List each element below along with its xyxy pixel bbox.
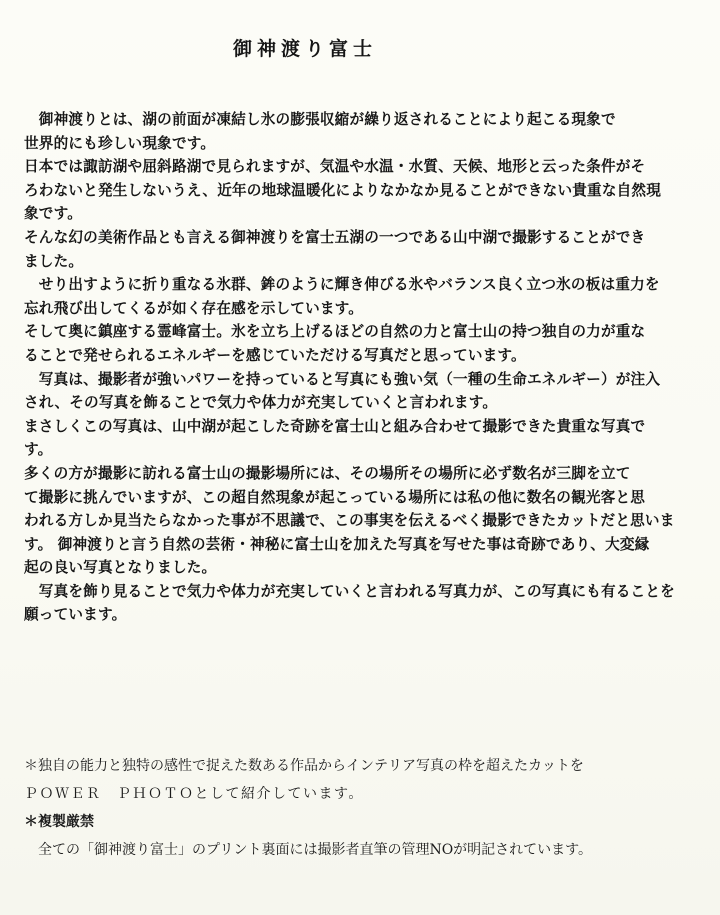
note-line-no-copy: ＊複製厳禁 (24, 814, 94, 830)
body-line: 多くの方が撮影に訪れる富士山の撮影場所には、その場所その場所に必ず数名が三脚を立て (24, 464, 631, 482)
body-line: われる方しか見当たらなかった事が不思議で、この事実を伝えるべく撮影できたカットだと思いま (24, 512, 675, 530)
body-line: 写真を飾り見ることで気力や体力が充実していくと言われる写真力が、この写真にも有ることを (24, 582, 675, 600)
body-line: す。 (24, 441, 53, 459)
note-line-control-number: 全ての「御神渡り富士」のプリント裏面には撮影者直筆の管理NOが明記されています。 (24, 842, 593, 858)
body-line: まさしくこの写真は、山中湖が起こした奇跡を富士山と組み合わせて撮影できた貴重な写真で (24, 417, 646, 435)
body-line: す。 御神渡りと言う自然の芸術・神秘に富士山を加えた写真を写せた事は奇跡であり、大変縁 (24, 535, 650, 553)
body-line: 写真は、撮影者が強いパワーを持っていると写真にも強い気（一種の生命エネルギー）が注入 (24, 370, 661, 388)
body-line: て撮影に挑んでいますが、この超自然現象が起こっている場所には私の他に数名の観光客と思 (24, 488, 646, 506)
body-line: 日本では諏訪湖や屈斜路湖で見られますが、気温や水温・水質、天候、地形と云った条件がそ (24, 158, 646, 176)
notes-section (24, 752, 704, 864)
body-line: 願っています。 (24, 606, 127, 624)
body-line: 起の良い写真となりました。 (24, 559, 217, 577)
body-line: 御神渡りとは、湖の前面が凍結し氷の膨張収縮が繰り返されることにより起こる現象で (24, 111, 616, 128)
document-title: 御神渡り富士 (232, 38, 377, 60)
body-line: そして奥に鎮座する霊峰富士。氷を立ち上げるほどの自然の力と富士山の持つ独自の力が重な (24, 323, 646, 341)
body-line: せり出すように折り重なる氷群、鉾のように輝き伸びる氷やバランス良く立つ氷の板は重力を (24, 276, 660, 294)
body-line: ろわないと発生しないうえ、近年の地球温暖化によりなかなか見ることができない貴重な自然現 (24, 181, 662, 199)
document-body (24, 108, 699, 627)
body-line: 忘れ飛び出してくるが如く存在感を示しています。 (24, 299, 364, 317)
body-line: そんな幻の美術作品とも言える御神渡りを富士五湖の一つである山中湖で撮影することができ (24, 228, 646, 246)
note-line-intro: ＊独自の能力と独特の感性で捉えた数ある作品からインテリア写真の枠を超えたカットを (24, 758, 584, 774)
body-line: され、その写真を飾ることで気力や体力が充実していくと言われます。 (24, 394, 498, 412)
body-line: ました。 (24, 252, 84, 270)
note-line-power-photo: ＰＯＷＥＲ ＰＨＯＴＯとして紹介しています。 (24, 786, 364, 802)
body-line: ることで発せられるエネルギーを感じていただける写真だと思っています。 (24, 346, 526, 364)
body-line: 象です。 (24, 205, 83, 223)
body-line: 世界的にも珍しい現象です。 (24, 134, 216, 152)
